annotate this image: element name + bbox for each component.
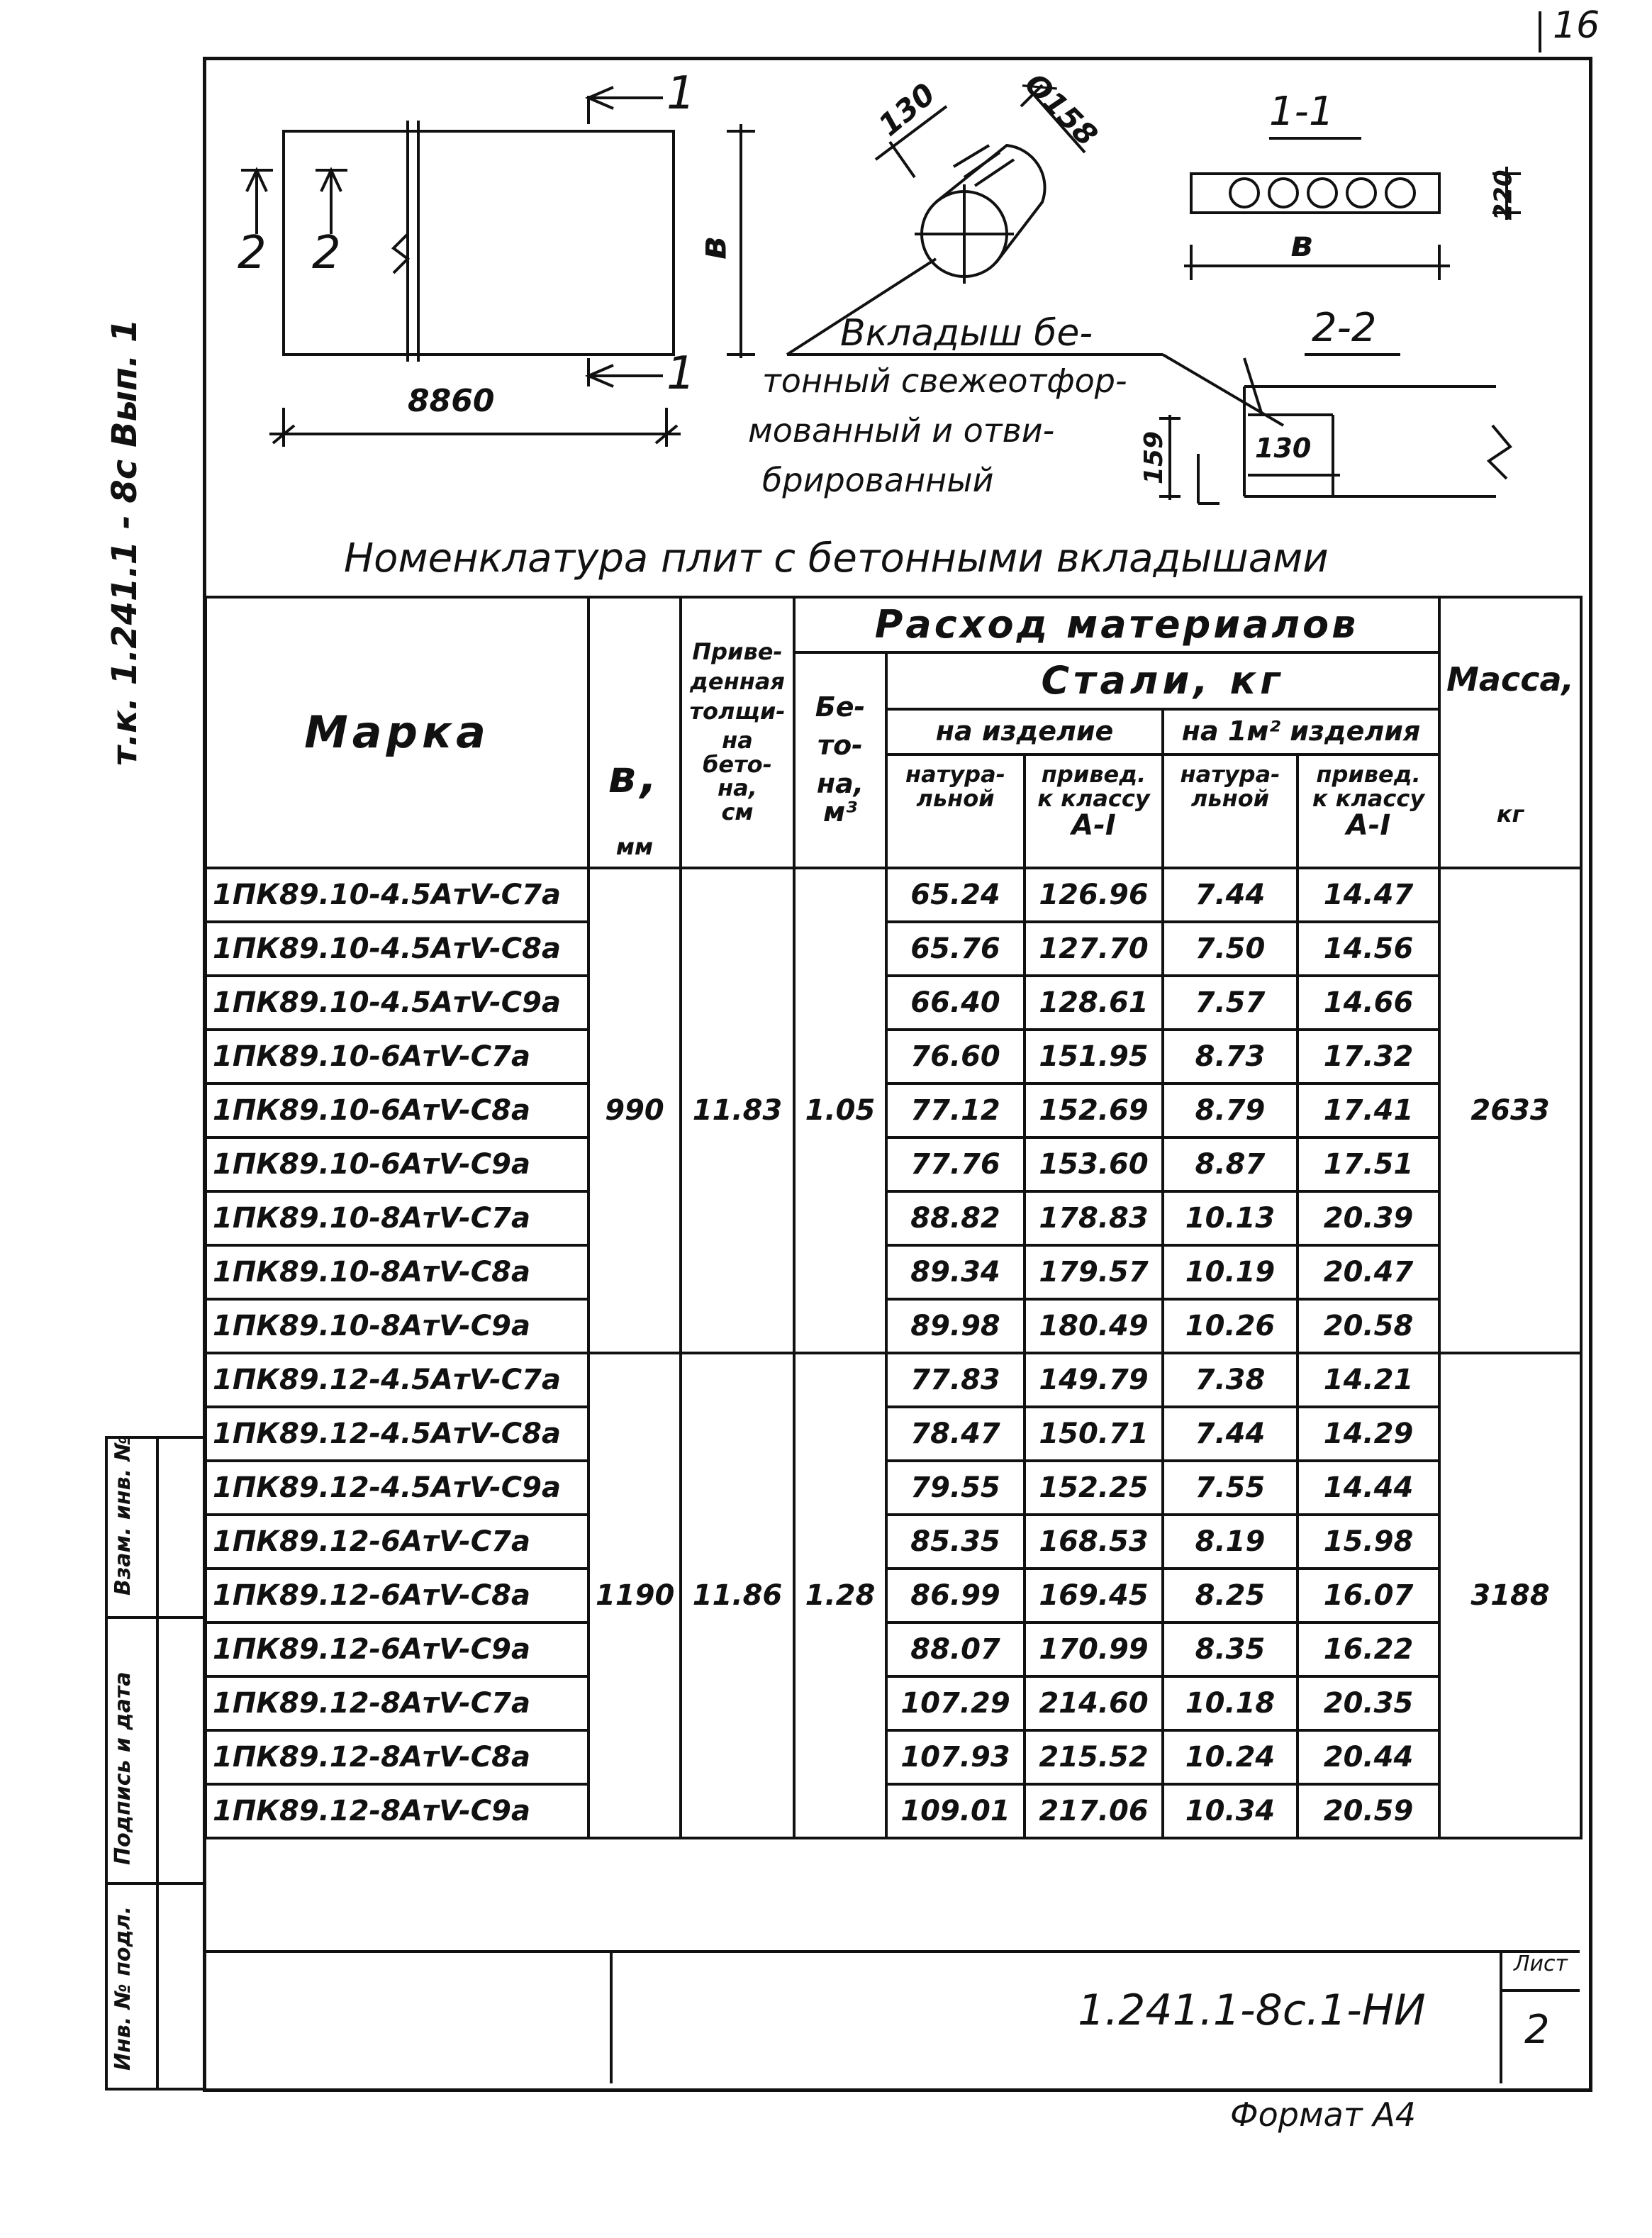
header-reduced-class-2: привед. к классу А-I [1297, 755, 1439, 868]
steel-m2-natural-cell: 7.57 [1163, 976, 1297, 1030]
steel-m2-natural-cell: 7.44 [1163, 868, 1297, 922]
steel-natural-cell: 86.99 [886, 1569, 1025, 1622]
steel-natural-cell: 79.55 [886, 1461, 1025, 1515]
stamp-replace-inv: Взам. инв. № [111, 1435, 135, 1596]
steel-m2-reduced-cell: 17.51 [1297, 1137, 1439, 1191]
mass-cell: 2633 [1439, 868, 1581, 1353]
steel-reduced-cell: 214.60 [1025, 1676, 1163, 1730]
steel-reduced-cell: 149.79 [1025, 1353, 1163, 1407]
steel-natural-cell: 77.76 [886, 1137, 1025, 1191]
table-row [206, 1461, 1581, 1515]
table-row [206, 1245, 1581, 1299]
steel-reduced-cell: 170.99 [1025, 1622, 1163, 1676]
mark-cell: 1ПК89.10-6АтV-С8а [206, 1084, 588, 1137]
steel-natural-cell: 88.07 [886, 1622, 1025, 1676]
section-2-2-label: 2-2 [1312, 305, 1377, 351]
dim-130-top: 130 [871, 76, 942, 143]
cut-2-right-label: 2 [312, 227, 341, 279]
steel-reduced-cell: 152.25 [1025, 1461, 1163, 1515]
mark-cell: 1ПК89.12-6АтV-С7а [206, 1515, 588, 1569]
mark-cell: 1ПК89.10-4.5АтV-С7а [206, 868, 588, 922]
steel-m2-natural-cell: 10.18 [1163, 1676, 1297, 1730]
table-row [206, 1353, 1581, 1407]
steel-natural-cell: 85.35 [886, 1515, 1025, 1569]
header-per-product: на изделие [886, 709, 1163, 755]
steel-reduced-cell: 168.53 [1025, 1515, 1163, 1569]
steel-reduced-cell: 128.61 [1025, 976, 1163, 1030]
steel-natural-cell: 77.83 [886, 1353, 1025, 1407]
table-row [206, 1676, 1581, 1730]
header-concrete: Бе- то- на, м³ [794, 652, 886, 868]
steel-m2-reduced-cell: 14.47 [1297, 868, 1439, 922]
mark-cell: 1ПК89.12-6АтV-С9а [206, 1622, 588, 1676]
steel-reduced-cell: 215.52 [1025, 1730, 1163, 1784]
insert-note-line-3: мованный и отви- [748, 411, 1055, 450]
steel-m2-natural-cell: 10.34 [1163, 1784, 1297, 1838]
steel-reduced-cell: 180.49 [1025, 1299, 1163, 1353]
steel-natural-cell: 65.76 [886, 922, 1025, 976]
steel-natural-cell: 77.12 [886, 1084, 1025, 1137]
steel-m2-reduced-cell: 14.21 [1297, 1353, 1439, 1407]
steel-natural-cell: 66.40 [886, 976, 1025, 1030]
cut-1-bottom-label: 1 [666, 347, 696, 400]
table-row [206, 1730, 1581, 1784]
sheet-box-divider [1500, 1989, 1580, 1992]
steel-m2-reduced-cell: 16.07 [1297, 1569, 1439, 1622]
steel-m2-reduced-cell: 20.44 [1297, 1730, 1439, 1784]
section-1-1-width: в [1290, 223, 1313, 265]
table-row [206, 1515, 1581, 1569]
steel-natural-cell: 107.93 [886, 1730, 1025, 1784]
table-row [206, 1137, 1581, 1191]
mass-cell: 3188 [1439, 1353, 1581, 1838]
insert-note-line-1: Вкладыш бе- [840, 312, 1093, 355]
steel-natural-cell: 107.29 [886, 1676, 1025, 1730]
concrete-cell: 1.28 [794, 1353, 886, 1838]
mark-cell: 1ПК89.12-4.5АтV-С8а [206, 1407, 588, 1461]
mark-cell: 1ПК89.10-6АтV-С7а [206, 1030, 588, 1084]
mark-cell: 1ПК89.10-6АтV-С9а [206, 1137, 588, 1191]
steel-m2-reduced-cell: 14.44 [1297, 1461, 1439, 1515]
dim-159: 159 [1139, 430, 1169, 485]
steel-m2-reduced-cell: 20.59 [1297, 1784, 1439, 1838]
document-code: 1.241.1-8с.1-НИ [1078, 1986, 1426, 2035]
mark-cell: 1ПК89.10-8АтV-С9а [206, 1299, 588, 1353]
header-natural-2: натура- льной [1163, 755, 1297, 868]
steel-natural-cell: 109.01 [886, 1784, 1025, 1838]
table-row [206, 1299, 1581, 1353]
header-reduced-thickness: Приве- денная толщи- на бето- на, см [681, 597, 794, 868]
steel-reduced-cell: 150.71 [1025, 1407, 1163, 1461]
steel-natural-cell: 89.34 [886, 1245, 1025, 1299]
table-row [206, 1407, 1581, 1461]
header-natural-1: натура- льной [886, 755, 1025, 868]
mark-cell: 1ПК89.10-4.5АтV-С8а [206, 922, 588, 976]
table-row [206, 1191, 1581, 1245]
steel-natural-cell: 89.98 [886, 1299, 1025, 1353]
length-dimension: 8860 [408, 383, 495, 419]
insert-note-line-2: тонный свежеотфор- [762, 362, 1127, 400]
cut-2-left-label: 2 [238, 227, 267, 279]
slab-plan [284, 131, 674, 355]
steel-reduced-cell: 179.57 [1025, 1245, 1163, 1299]
sheet-number: 2 [1524, 2007, 1550, 2053]
steel-m2-reduced-cell: 16.22 [1297, 1622, 1439, 1676]
steel-natural-cell: 65.24 [886, 868, 1025, 922]
mark-cell: 1ПК89.10-8АтV-С8а [206, 1245, 588, 1299]
sheet-label: Лист [1514, 1952, 1568, 1976]
format-label: Формат А4 [1230, 2095, 1416, 2134]
steel-m2-reduced-cell: 20.39 [1297, 1191, 1439, 1245]
table-title: Номенклатура плит с бетонными вкладышами [344, 535, 1329, 581]
header-mass: Масса, кг [1439, 597, 1581, 868]
table-body [206, 868, 1581, 1838]
steel-reduced-cell: 151.95 [1025, 1030, 1163, 1084]
technical-drawing [0, 0, 1652, 596]
stamp-original-inv: Инв. № подл. [111, 1905, 135, 2071]
header-reduced-class-1: привед. к классу А-I [1025, 755, 1163, 868]
table-row [206, 1569, 1581, 1622]
steel-m2-reduced-cell: 14.66 [1297, 976, 1439, 1030]
steel-m2-natural-cell: 8.73 [1163, 1030, 1297, 1084]
thickness-cell: 11.83 [681, 868, 794, 1353]
mark-cell: 1ПК89.12-8АтV-С7а [206, 1676, 588, 1730]
steel-m2-natural-cell: 8.19 [1163, 1515, 1297, 1569]
steel-m2-natural-cell: 8.87 [1163, 1137, 1297, 1191]
mark-cell: 1ПК89.12-4.5АтV-С7а [206, 1353, 588, 1407]
mark-cell: 1ПК89.12-4.5АтV-С9а [206, 1461, 588, 1515]
mark-cell: 1ПК89.12-6АтV-С8а [206, 1569, 588, 1622]
thickness-cell: 11.86 [681, 1353, 794, 1838]
concrete-cell: 1.05 [794, 868, 886, 1353]
page-number: 16 [1553, 4, 1600, 47]
steel-m2-reduced-cell: 15.98 [1297, 1515, 1439, 1569]
steel-reduced-cell: 217.06 [1025, 1784, 1163, 1838]
table-row [206, 922, 1581, 976]
table-row [206, 1784, 1581, 1838]
insert-note-line-4: брированный [762, 461, 994, 499]
steel-m2-natural-cell: 7.44 [1163, 1407, 1297, 1461]
steel-reduced-cell: 126.96 [1025, 868, 1163, 922]
steel-m2-natural-cell: 10.19 [1163, 1245, 1297, 1299]
mark-cell: 1ПК89.10-8АтV-С7а [206, 1191, 588, 1245]
steel-m2-natural-cell: 7.55 [1163, 1461, 1297, 1515]
section-1-1-label: 1-1 [1269, 89, 1334, 135]
header-steel: Стали, кг [886, 652, 1439, 709]
header-mark: Марка [206, 597, 588, 868]
steel-m2-natural-cell: 10.24 [1163, 1730, 1297, 1784]
mark-cell: 1ПК89.12-8АтV-С9а [206, 1784, 588, 1838]
width-dimension: в [692, 236, 735, 260]
steel-m2-reduced-cell: 20.47 [1297, 1245, 1439, 1299]
steel-m2-reduced-cell: 14.56 [1297, 922, 1439, 976]
steel-m2-reduced-cell: 17.41 [1297, 1084, 1439, 1137]
steel-m2-reduced-cell: 14.29 [1297, 1407, 1439, 1461]
side-label: т.к. 1.241.1 - 8с Вып. 1 [105, 318, 145, 766]
table-row [206, 976, 1581, 1030]
steel-natural-cell: 78.47 [886, 1407, 1025, 1461]
steel-m2-reduced-cell: 20.35 [1297, 1676, 1439, 1730]
dim-130-bottom: 130 [1255, 433, 1312, 464]
steel-reduced-cell: 127.70 [1025, 922, 1163, 976]
steel-m2-natural-cell: 8.25 [1163, 1569, 1297, 1622]
mark-cell: 1ПК89.10-4.5АтV-С9а [206, 976, 588, 1030]
steel-m2-reduced-cell: 20.58 [1297, 1299, 1439, 1353]
steel-m2-natural-cell: 10.26 [1163, 1299, 1297, 1353]
mark-cell: 1ПК89.12-8АтV-С8а [206, 1730, 588, 1784]
width-cell: 1190 [588, 1353, 681, 1838]
stamp-signature-date: Подпись и дата [111, 1671, 135, 1865]
steel-reduced-cell: 152.69 [1025, 1084, 1163, 1137]
steel-m2-reduced-cell: 17.32 [1297, 1030, 1439, 1084]
dim-diameter: Ø158 [1017, 66, 1105, 153]
steel-m2-natural-cell: 10.13 [1163, 1191, 1297, 1245]
header-per-m2: на 1м² изделия [1163, 709, 1439, 755]
spec-table [204, 596, 1583, 1839]
dim-220: 220 [1489, 169, 1518, 221]
width-cell: 990 [588, 868, 681, 1353]
steel-reduced-cell: 178.83 [1025, 1191, 1163, 1245]
steel-m2-natural-cell: 7.50 [1163, 922, 1297, 976]
steel-reduced-cell: 169.45 [1025, 1569, 1163, 1622]
table-row [206, 868, 1581, 922]
steel-m2-natural-cell: 8.35 [1163, 1622, 1297, 1676]
cut-1-top-label: 1 [666, 67, 696, 120]
header-materials: Расход материалов [794, 597, 1439, 652]
table-row [206, 1030, 1581, 1084]
table-row [206, 1084, 1581, 1137]
steel-natural-cell: 76.60 [886, 1030, 1025, 1084]
steel-reduced-cell: 153.60 [1025, 1137, 1163, 1191]
steel-m2-natural-cell: 7.38 [1163, 1353, 1297, 1407]
table-row [206, 1622, 1581, 1676]
steel-m2-natural-cell: 8.79 [1163, 1084, 1297, 1137]
header-width: в, мм [588, 597, 681, 868]
steel-natural-cell: 88.82 [886, 1191, 1025, 1245]
